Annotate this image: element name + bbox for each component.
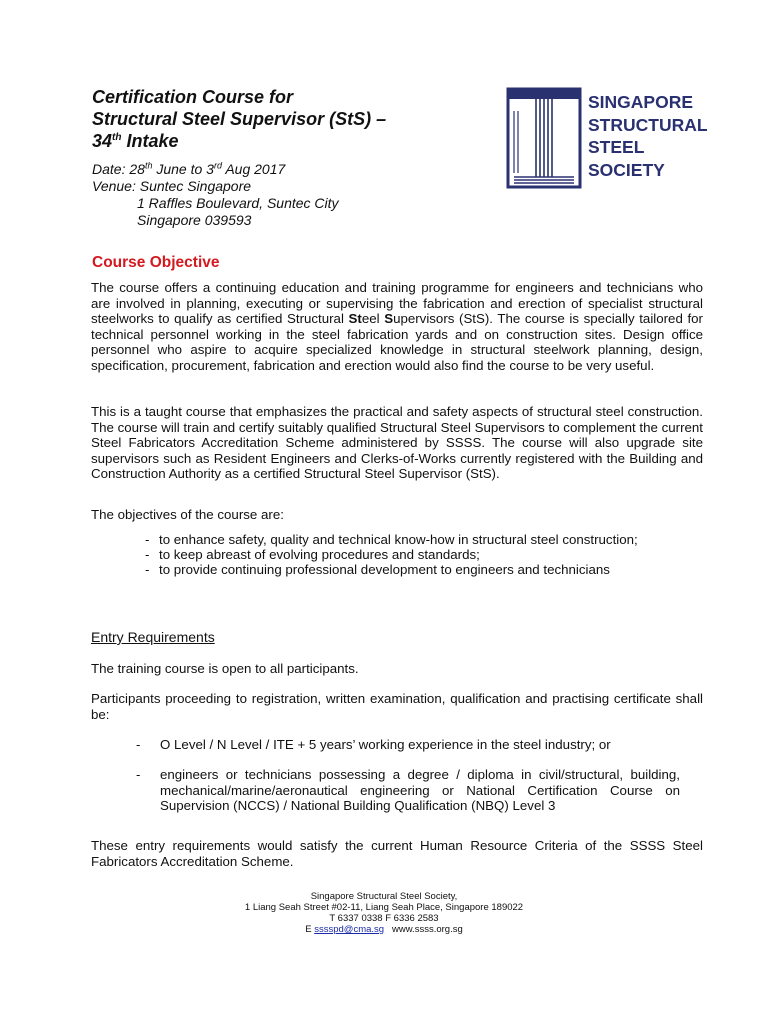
objective-paragraph-1: The course offers a continuing education and training programme for engineers and technicians who are involved in planning, executing or supervising the fabrication and erection of specialist structural steelworks to qualify as certified Structural Steel Supervisors (StS). The course is specially tailored for technical personnel working in the steel fabrication yards and on construction sites. Design office personnel who aspire to acquire specialized knowledge in structural steelwork planning, design, specification, procurement, fabrication and erection would also find the course to be very useful.	[91, 280, 703, 373]
list-item: - to enhance safety, quality and technical know-how in structural steel construction;	[145, 532, 638, 547]
list-item: - to provide continuing professional development to engineers and technicians	[145, 562, 610, 578]
course-objective-heading: Course Objective	[92, 254, 220, 271]
email-link[interactable]: sssspd@cma.sg	[314, 924, 385, 935]
course-venue: Venue: Suntec Singapore	[92, 178, 252, 194]
logo-text	[588, 91, 708, 181]
objectives-list	[145, 532, 665, 578]
title-line-1: Certification Course for	[92, 87, 294, 107]
entry-requirements-heading: Entry Requirements	[91, 629, 219, 645]
venue-address-1: 1 Raffles Boulevard, Suntec City	[137, 195, 339, 211]
venue-address-2: Singapore 039593	[137, 212, 252, 228]
entry-paragraph-3: These entry requirements would satisfy the current Human Resource Criteria of the SSSS Steel Fabricators Accreditation Scheme.	[91, 838, 703, 869]
footer-org: Singapore Structural Steel Society,	[310, 891, 458, 902]
entry-paragraph-2: Participants proceeding to registration, written examination, qualification and practising certificate shall be:	[91, 691, 703, 722]
objectives-intro: The objectives of the course are:	[91, 507, 284, 522]
title-line-2: Structural Steel Supervisor (StS) –	[92, 109, 387, 129]
title-line-3: 34th Intake	[92, 131, 179, 151]
footer-phone: T 6337 0338 F 6336 2583	[329, 913, 439, 924]
logo-text-line-2: STRUCTURAL	[588, 114, 708, 135]
course-date: Date: 28th June to 3rd Aug 2017	[92, 160, 286, 177]
logo-text-line-4: SOCIETY	[588, 159, 665, 180]
logo-text-line-3: STEEL	[588, 137, 645, 157]
document-title	[92, 86, 492, 152]
objective-paragraph-2: This is a taught course that emphasizes the practical and safety aspects of structural steel construction. The course will train and certify suitably qualified Structural Steel Supervisors to complement the current Steel Fabricators Accreditation Scheme administered by SSSS. The course will also upgrade site supervisors such as Resident Engineers and Clerks-of-Works currently registered with the Building and Construction Authority as a certified Structural Steel Supervisor (StS).	[91, 404, 703, 482]
website-text: www.ssss.org.sg	[392, 924, 463, 935]
page-footer	[184, 891, 584, 935]
entry-paragraph-1: The training course is open to all participants.	[91, 661, 359, 676]
footer-contact: E sssspd@cma.sg www.ssss.org.sg	[305, 924, 463, 935]
logo-text-line-1: SINGAPORE	[588, 92, 694, 112]
course-details	[92, 161, 339, 229]
footer-address: 1 Liang Seah Street #02-11, Liang Seah Place, Singapore 189022	[244, 902, 524, 913]
list-item: - to keep abreast of evolving procedures and standards;	[145, 547, 480, 563]
